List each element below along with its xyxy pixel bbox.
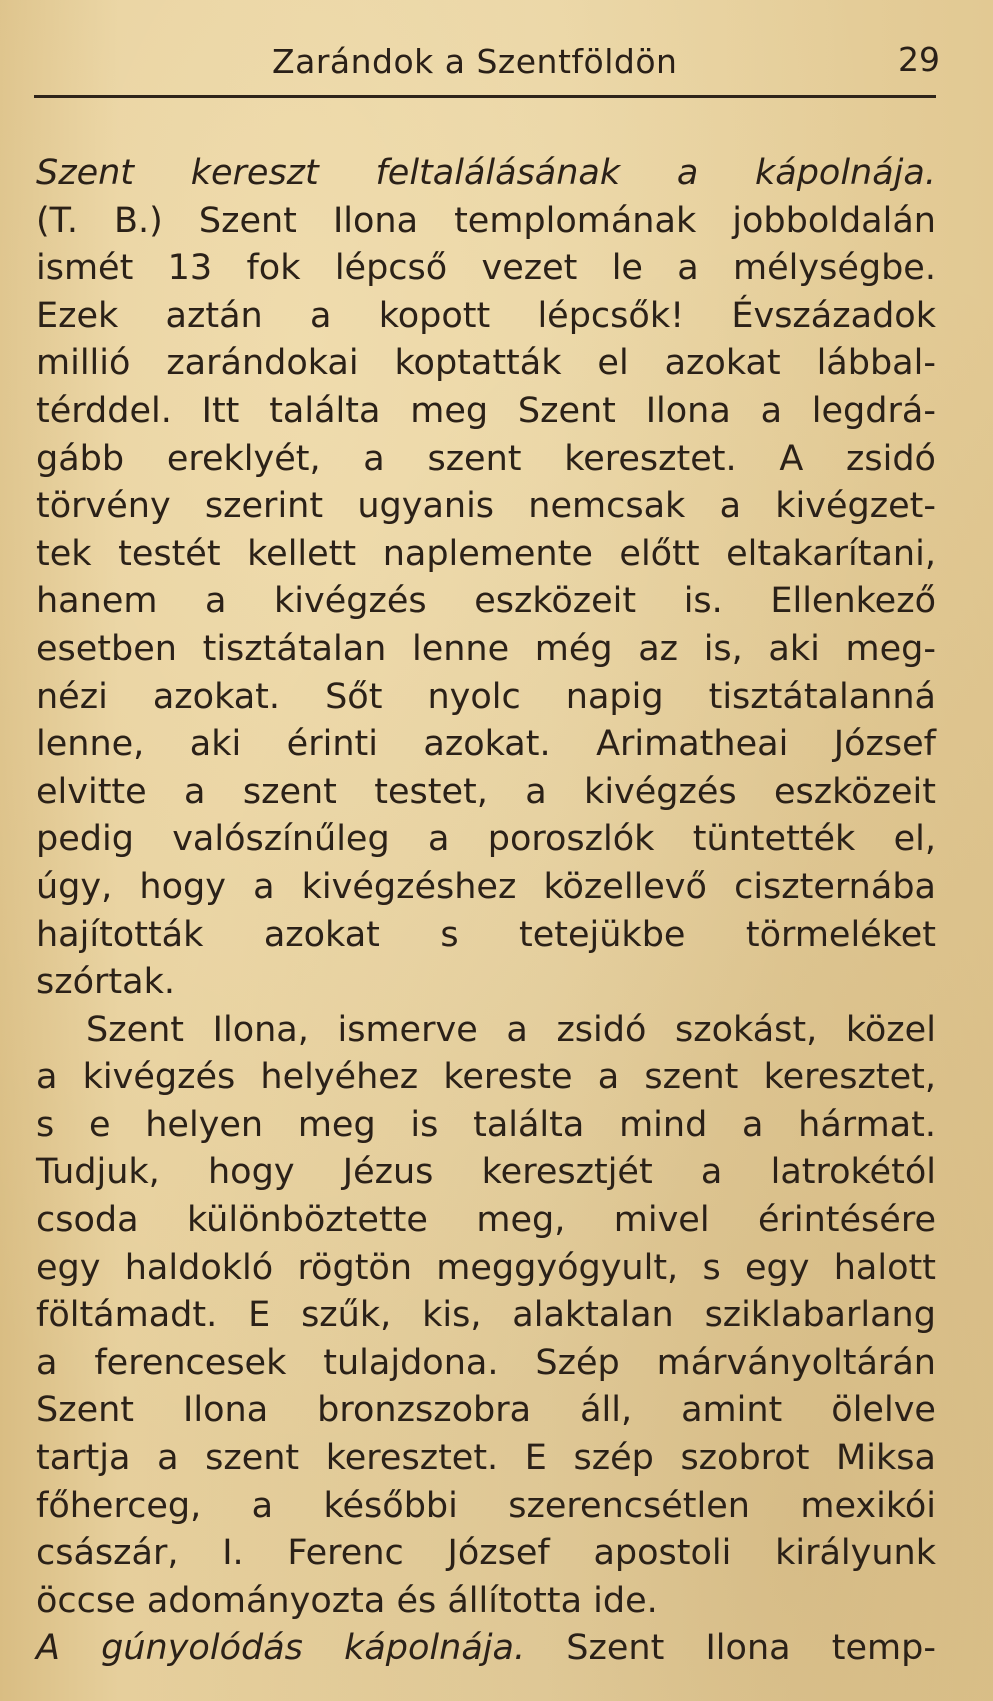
text-line: esetben tisztátalan lenne még az is, aki meg- xyxy=(36,628,936,669)
text-line: császár, I. Ferenc József apostoli királyunk xyxy=(36,1533,936,1574)
text-line: Szent Ilona, ismerve a zsidó szokást, közel xyxy=(86,1009,936,1050)
text-line: elvitte a szent testet, a kivégzés eszközeit xyxy=(36,771,936,812)
body-text xyxy=(36,150,936,1673)
running-title: Zarándok a Szentföldön xyxy=(272,42,678,81)
text-line: úgy, hogy a kivégzéshez közellevő ciszternába xyxy=(36,866,936,907)
text-line: főherceg, a későbbi szerencsétlen mexikói xyxy=(36,1485,936,1526)
text-line: tartja a szent keresztet. E szép szobrot Miksa xyxy=(36,1438,936,1479)
text-line: nézi azokat. Sőt nyolc napig tisztátalanná xyxy=(36,676,936,717)
text-line: hajították azokat s tetejükbe törmeléket xyxy=(36,914,936,955)
text-line: s e helyen meg is találta mind a hármat. xyxy=(36,1104,936,1145)
text-line: gább ereklyét, a szent keresztet. A zsidó xyxy=(36,438,936,479)
text-line: A gúnyolódás kápolnája. Szent Ilona temp- xyxy=(36,1628,936,1669)
text-line: (T. B.) Szent Ilona templomának jobboldalán xyxy=(36,200,936,241)
text-line: Tudjuk, hogy Jézus keresztjét a latrokétól xyxy=(36,1152,936,1193)
text-line: Szent Ilona bronzszobra áll, amint ölelve xyxy=(36,1390,936,1431)
text-line: ismét 13 fok lépcső vezet le a mélységbe. xyxy=(36,248,936,289)
text-line: Ezek aztán a kopott lépcsők! Évszázadok xyxy=(36,295,936,336)
header-rule xyxy=(34,95,936,98)
text-line: tek testét kellett naplemente előtt eltakarítani, xyxy=(36,533,936,574)
text-line: a ferencesek tulajdona. Szép márványoltárán xyxy=(36,1342,936,1383)
text-line: hanem a kivégzés eszközeit is. Ellenkező xyxy=(36,581,936,622)
text-line: pedig valószínűleg a poroszlók tüntették el, xyxy=(36,819,936,860)
text-line: Szent kereszt feltalálásának a kápolnája. xyxy=(36,153,936,193)
text-line: millió zarándokai koptatták el azokat lábbal- xyxy=(36,343,936,384)
text-line: csoda különböztette meg, mivel érintésére xyxy=(36,1200,936,1241)
text-line: öccse adományozta és állította ide. xyxy=(36,1580,658,1621)
page-number: 29 xyxy=(898,40,940,79)
text-line: törvény szerint ugyanis nemcsak a kivégzet- xyxy=(36,486,936,527)
text-line: föltámadt. E szűk, kis, alaktalan sziklabarlang xyxy=(36,1295,936,1336)
text-line: egy haldokló rögtön meggyógyult, s egy halott xyxy=(36,1247,936,1288)
text-line: szórtak. xyxy=(36,962,175,1003)
text-line: térddel. Itt találta meg Szent Ilona a legdrá- xyxy=(36,390,936,431)
text-line: lenne, aki érinti azokat. Arimatheai József xyxy=(36,724,936,765)
text-line: a kivégzés helyéhez kereste a szent keresztet, xyxy=(36,1057,936,1098)
